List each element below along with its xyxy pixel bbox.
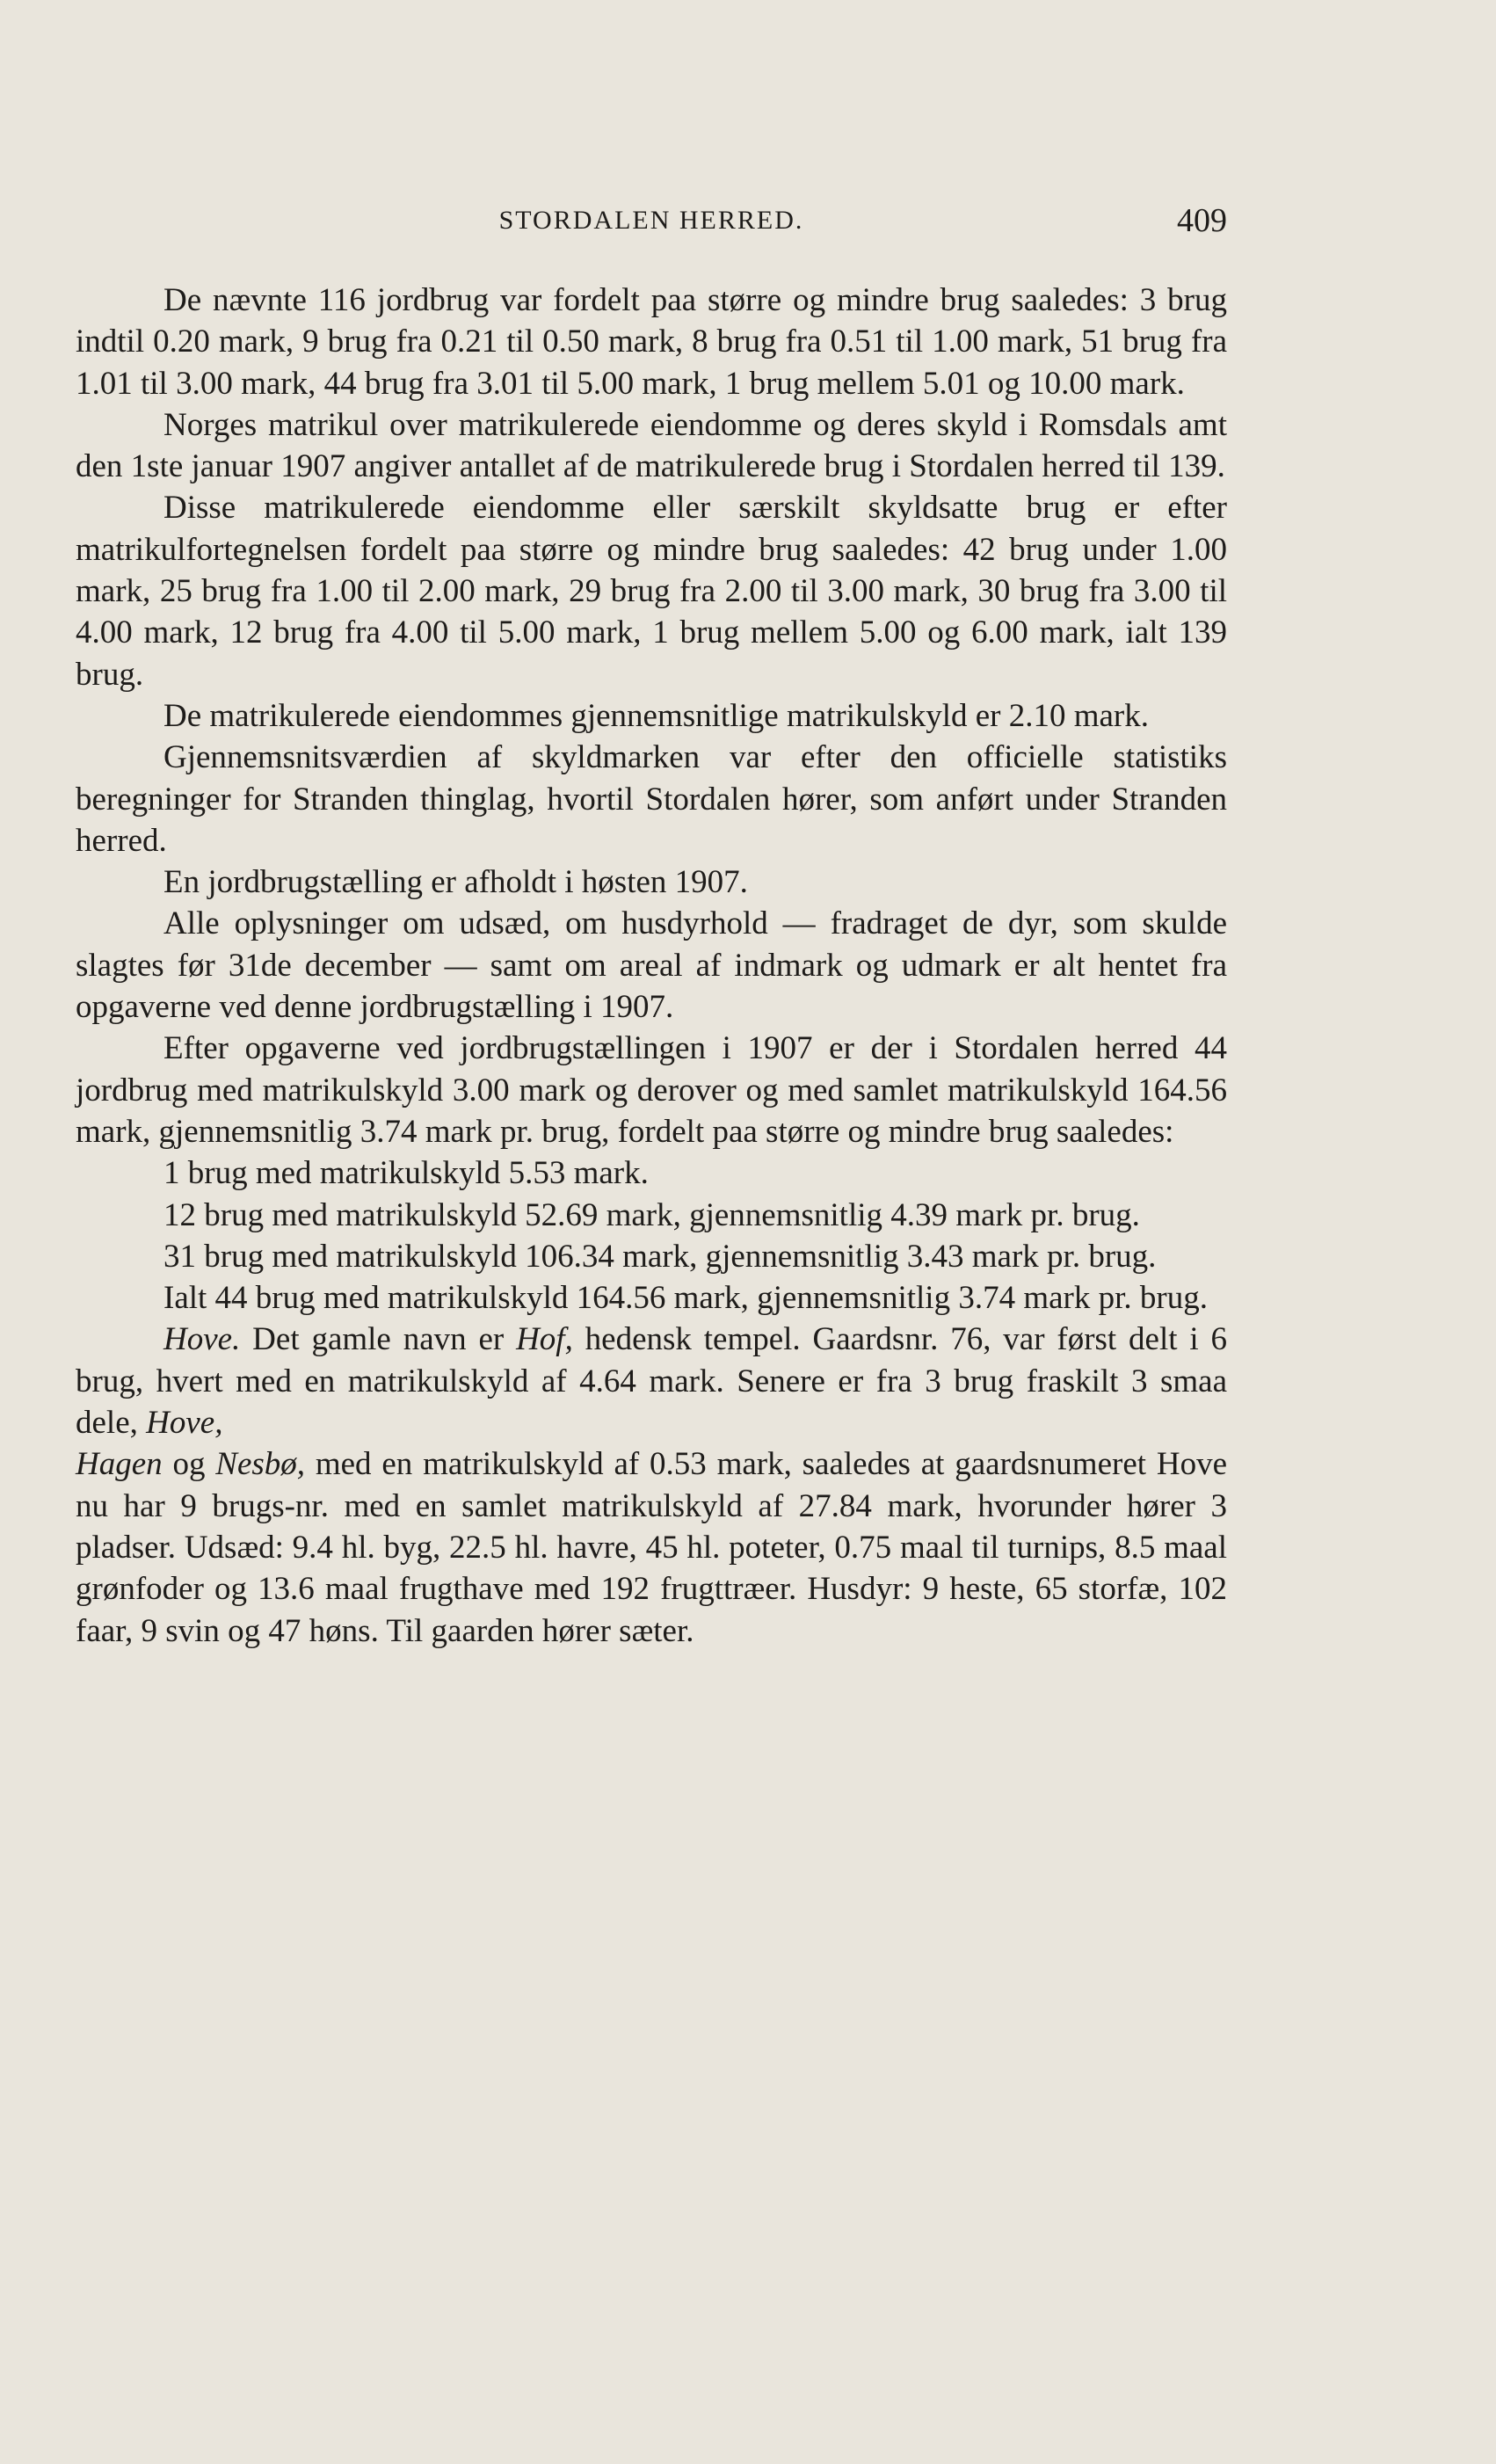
list-item-12-brug: 12 brug med matrikulskyld 52.69 mark, gjennemsnitlig 4.39 mark pr. brug. — [163, 1196, 1140, 1233]
hove-name-hove: Hove, — [146, 1405, 223, 1442]
paragraph-matrikulerede-fordeling: Disse matrikulerede eiendomme eller særskilt skyldsatte brug er efter matrikulfortegnelsen fordelt paa større og mindre brug saaledes: 42 brug under 1.00 mark, 25 brug fra 1.00 til 2.00 mark, 29 brug fra 2.00 til 3.00 mark, 30 brug fra 3.00 til 4.00 mark, 12 brug fra 4.00 til 5.00 mark, 1 brug mellem 5.00 og 6.00 mark, ialt 139 brug. — [76, 490, 1227, 693]
body-text — [76, 280, 1227, 1652]
hove-text-2: hedensk tempel. Gaardsnr. 76, var først delt i 6 brug, hvert med en matrikulskyld af 4.64 mark. Senere er fra 3 brug fraskilt 3 smaa dele, — [76, 1321, 1227, 1442]
paragraph-norges-matrikul: Norges matrikul over matrikulerede eiendomme og deres skyld i Romsdals amt den 1ste januar 1907 angiver antallet af de matrikulerede brug i Stordalen herred til 139. — [76, 406, 1227, 485]
page-header — [76, 200, 1227, 241]
paragraph-jordbrug-fordeling: De nævnte 116 jordbrug var fordelt paa større og mindre brug saaledes: 3 brug indtil 0.20 mark, 9 brug fra 0.21 til 0.50 mark, 8 brug fra 0.51 til 1.00 mark, 51 brug fra 1.01 til 3.00 mark, 44 brug fra 3.01 til 5.00 mark, 1 brug mellem 5.01 og 10.00 mark. — [76, 282, 1227, 402]
paragraph-hove — [76, 1319, 1227, 1651]
page-number: 409 — [1177, 202, 1227, 239]
hove-name-hagen: Hagen — [76, 1446, 163, 1483]
running-title: STORDALEN HERRED. — [498, 206, 804, 235]
list-item-31-brug: 31 brug med matrikulskyld 106.34 mark, gjennemsnitlig 3.43 mark pr. brug. — [163, 1238, 1157, 1275]
paragraph-jordbrugstaelling: En jordbrugstælling er afholdt i høsten 1907. — [163, 864, 748, 901]
paragraph-oplysninger: Alle oplysninger om udsæd, om husdyrhold — fradraget de dyr, som skulde slagtes før 31de december — samt om areal af indmark og udmark er alt hentet fra opgaverne ved denne jordbrugstælling i 1907. — [76, 905, 1227, 1026]
list-item-ialt: Ialt 44 brug med matrikulskyld 164.56 mark, gjennemsnitlig 3.74 mark pr. brug. — [163, 1280, 1208, 1317]
hove-text-4: med en matrikulskyld af 0.53 mark, saaledes at gaardsnumeret Hove nu har 9 brugs-nr. med en samlet matrikulskyld af 27.84 mark, hvorunder hører 3 pladser. Udsæd: 9.4 hl. byg, 22.5 hl. havre, 45 hl. poteter, 0.75 maal til turnips, 8.5 maal grønfoder og 13.6 maal frugthave med 192 frugttræer. Husdyr: 9 heste, 65 storfæ, 102 faar, 9 svin og 47 høns. Til gaarden hører sæter. — [76, 1446, 1227, 1649]
hove-heading: Hove. — [163, 1321, 241, 1358]
paragraph-gjennemsnitlig-skyld: De matrikulerede eiendommes gjennemsnitlige matrikulskyld er 2.10 mark. — [163, 697, 1150, 734]
paragraph-opgaverne: Efter opgaverne ved jordbrugstællingen i 1907 er der i Stordalen herred 44 jordbrug med matrikulskyld 3.00 mark og derover og med samlet matrikulskyld 164.56 mark, gjennemsnitlig 3.74 mark pr. brug, fordelt paa større og mindre brug saaledes: — [76, 1030, 1227, 1150]
paragraph-skyldmarken: Gjennemsnitsværdien af skyldmarken var efter den officielle statistiks beregninger for Stranden thinglag, hvortil Stordalen hører, som anført under Stranden herred. — [76, 739, 1227, 859]
hove-name-nesbo: Nesbø, — [215, 1446, 306, 1483]
hove-text-3: og — [162, 1446, 216, 1483]
hove-text-1: Det gamle navn er — [240, 1321, 517, 1358]
list-item-1-brug: 1 brug med matrikulskyld 5.53 mark. — [163, 1155, 649, 1192]
hove-name-hof: Hof, — [516, 1321, 573, 1358]
